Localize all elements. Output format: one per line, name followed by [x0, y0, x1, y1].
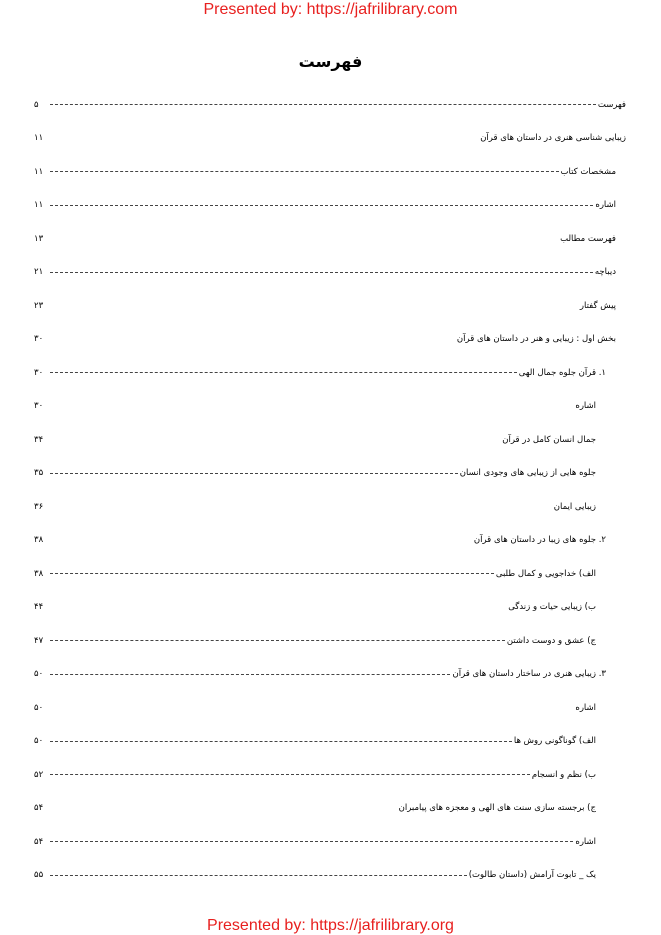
toc-entry-label: زیبایی شناسی هنری در داستان های قرآن — [480, 133, 626, 144]
toc-entry-page-number: ۵ — [34, 99, 39, 110]
toc-entry[interactable] — [34, 658, 626, 692]
toc-leader-dots — [50, 573, 494, 574]
toc-entry-label: فهرست — [597, 99, 626, 110]
toc-entry[interactable] — [34, 524, 626, 558]
toc-entry-page-number: ۳۵ — [34, 468, 44, 479]
toc-entry-page-number: ۳۰ — [34, 367, 44, 378]
toc-entry-label: اشاره — [575, 401, 596, 412]
toc-leader-dots — [50, 305, 578, 306]
toc-entry[interactable] — [34, 155, 626, 189]
toc-entry-label: ب) زیبایی حیات و زندگی — [508, 602, 596, 613]
toc-entry[interactable] — [34, 758, 626, 792]
toc-leader-dots — [50, 473, 458, 474]
toc-entry[interactable] — [34, 289, 626, 323]
toc-entry-label: یک _ تابوت آرامش (داستان طالوت) — [468, 870, 596, 881]
toc-entry-label: دیباچه — [594, 267, 616, 278]
toc-entry[interactable] — [34, 591, 626, 625]
toc-leader-dots — [50, 439, 500, 440]
toc-entry-page-number: ۱۱ — [34, 133, 44, 144]
toc-entry-label: الف) خداجویی و کمال طلبی — [495, 568, 596, 579]
toc-entry-label: پیش گفتار — [579, 300, 616, 311]
toc-entry-page-number: ۳۶ — [34, 501, 44, 512]
toc-entry-label: فهرست مطالب — [560, 233, 616, 244]
toc-entry-page-number: ۵۲ — [34, 769, 44, 780]
toc-leader-dots — [50, 238, 558, 239]
toc-entry[interactable] — [34, 490, 626, 524]
toc-leader-dots — [50, 339, 455, 340]
toc-entry[interactable] — [34, 859, 626, 893]
toc-entry[interactable] — [34, 691, 626, 725]
toc-entry-page-number: ۱۱ — [34, 200, 44, 211]
toc-leader-dots — [50, 138, 478, 139]
toc-leader-dots — [50, 506, 552, 507]
toc-leader-dots — [50, 808, 397, 809]
toc-entry-label: ب) نظم و انسجام — [531, 769, 596, 780]
toc-leader-dots — [50, 774, 530, 775]
toc-entry-page-number: ۲۱ — [34, 267, 44, 278]
toc-entry[interactable] — [34, 122, 626, 156]
toc-leader-dots — [50, 841, 573, 842]
toc-entry[interactable] — [34, 256, 626, 290]
toc-entry[interactable] — [34, 725, 626, 759]
toc-entry-label: ۳. زیبایی هنری در ساختار داستان های قرآن — [452, 669, 606, 680]
toc-leader-dots — [50, 875, 467, 876]
toc-leader-dots — [50, 406, 573, 407]
toc-entry[interactable] — [34, 423, 626, 457]
toc-leader-dots — [50, 272, 593, 273]
toc-entry-label: اشاره — [575, 836, 596, 847]
toc-entry[interactable] — [34, 390, 626, 424]
toc-leader-dots — [50, 104, 596, 105]
toc-entry-page-number: ۱۳ — [34, 233, 44, 244]
toc-entry-page-number: ۵۰ — [34, 669, 44, 680]
toc-leader-dots — [50, 640, 505, 641]
toc-entry-page-number: ۱۱ — [34, 166, 44, 177]
toc-entry-page-number: ۳۰ — [34, 334, 44, 345]
toc-entry[interactable] — [34, 825, 626, 859]
toc-leader-dots — [50, 540, 472, 541]
toc-entry-label: مشخصات کتاب — [560, 166, 616, 177]
toc-leader-dots — [50, 674, 450, 675]
toc-leader-dots — [50, 741, 512, 742]
toc-entry-page-number: ۳۰ — [34, 401, 44, 412]
toc-entry[interactable] — [34, 457, 626, 491]
toc-entry-label: بخش اول : زیبایی و هنر در داستان های قرآن — [456, 334, 616, 345]
toc-entry-page-number: ۵۵ — [34, 870, 44, 881]
toc-leader-dots — [50, 171, 559, 172]
toc-entry-page-number: ۴۷ — [34, 635, 44, 646]
toc-entry[interactable] — [34, 323, 626, 357]
toc-entry[interactable] — [34, 189, 626, 223]
toc-entry-label: ج) برجسته سازی سنت های الهی و معجزه های پیامبران — [398, 803, 596, 814]
toc-entry[interactable] — [34, 624, 626, 658]
toc-entry-page-number: ۳۸ — [34, 568, 44, 579]
toc-entry-label: جلوه هایی از زیبایی های وجودی انسان — [459, 468, 596, 479]
toc-leader-dots — [50, 205, 593, 206]
toc-leader-dots — [50, 607, 506, 608]
toc-entry[interactable] — [34, 356, 626, 390]
toc-entry[interactable] — [34, 88, 626, 122]
toc-entry-page-number: ۵۴ — [34, 803, 44, 814]
toc-entry-page-number: ۵۰ — [34, 702, 44, 713]
toc-entry-page-number: ۴۴ — [34, 602, 44, 613]
toc-entry-label: ج) عشق و دوست داشتن — [506, 635, 596, 646]
toc-entry-label: جمال انسان کامل در قرآن — [502, 434, 596, 445]
toc-entry[interactable] — [34, 222, 626, 256]
table-of-contents — [34, 88, 626, 892]
toc-entry-page-number: ۵۴ — [34, 836, 44, 847]
toc-entry[interactable] — [34, 792, 626, 826]
toc-entry-label: ۱. قرآن جلوه جمال الهی — [518, 367, 606, 378]
toc-entry-label: اشاره — [575, 702, 596, 713]
toc-entry-label: الف) گوناگونی روش ها — [513, 736, 596, 747]
footer-banner: Presented by: https://jafrilibrary.org — [207, 917, 454, 934]
toc-leader-dots — [50, 707, 573, 708]
toc-entry-page-number: ۳۸ — [34, 535, 44, 546]
page-title: فهرست — [298, 52, 363, 71]
toc-entry-page-number: ۵۰ — [34, 736, 44, 747]
toc-entry-label: ۲. جلوه های زیبا در داستان های قرآن — [473, 535, 606, 546]
toc-entry-label: زیبایی ایمان — [553, 501, 596, 512]
header-banner: Presented by: https://jafrilibrary.com — [203, 1, 458, 18]
toc-entry[interactable] — [34, 557, 626, 591]
toc-entry-page-number: ۲۳ — [34, 300, 44, 311]
toc-entry-page-number: ۳۴ — [34, 434, 44, 445]
toc-leader-dots — [50, 372, 517, 373]
toc-entry-label: اشاره — [595, 200, 616, 211]
